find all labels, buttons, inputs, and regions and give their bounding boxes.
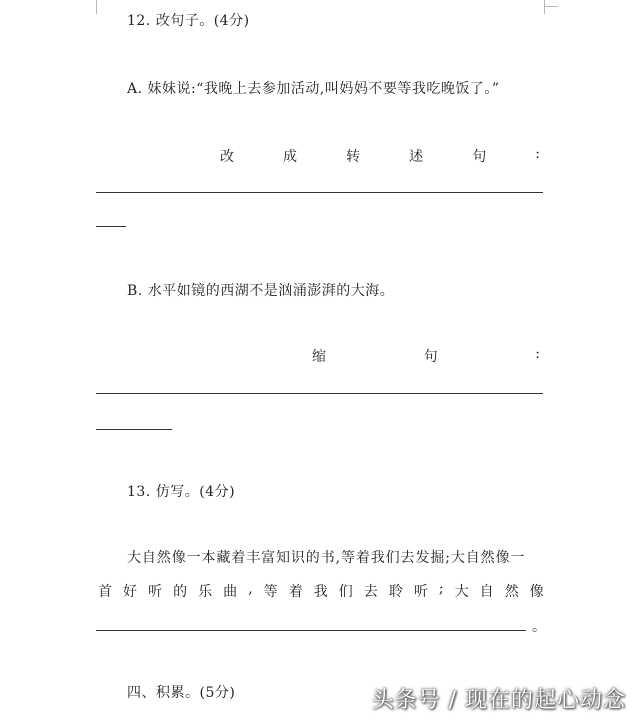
prompt-char: 述 — [409, 149, 424, 165]
line-char: , — [248, 581, 253, 597]
line-char: 曲 — [223, 584, 238, 600]
q12-a-prompt — [220, 146, 540, 166]
crop-mark-right-h — [544, 6, 558, 7]
q12-title: 12. 改句子。(4分) — [127, 13, 250, 29]
line-char: 去 — [363, 584, 378, 600]
line-char: 等 — [263, 584, 278, 600]
prompt-char: 缩 — [312, 349, 326, 365]
q13-line1: 大自然像一本藏着丰富知识的书,等着我们去发掘;大自然像一 — [127, 550, 526, 566]
q13-line3-end: 。 — [532, 619, 547, 635]
answer-line[interactable] — [96, 192, 543, 193]
line-char: 像 — [529, 584, 544, 600]
line-char: 乐 — [198, 584, 213, 600]
prompt-char: : — [535, 146, 540, 162]
crop-mark-right — [544, 0, 545, 14]
q12-b-sentence: B. 水平如镜的西湖不是汹涌澎湃的大海。 — [127, 283, 395, 299]
prompt-char: : — [535, 346, 540, 362]
line-char: 大 — [454, 584, 469, 600]
line-char: 我 — [313, 584, 328, 600]
q13-line2 — [98, 581, 544, 601]
answer-line[interactable] — [96, 393, 543, 394]
line-char: 聆 — [388, 584, 403, 600]
q13-title: 13. 仿写。(4分) — [127, 484, 236, 500]
prompt-char: 转 — [346, 149, 361, 165]
answer-line[interactable] — [96, 630, 526, 631]
q4-title: 四、积累。(5分) — [127, 685, 236, 701]
line-char: 然 — [504, 584, 519, 600]
prompt-char: 句 — [423, 349, 438, 365]
q12-b-prompt — [312, 346, 540, 366]
prompt-char: 句 — [472, 149, 487, 165]
answer-line-continued[interactable] — [96, 226, 126, 227]
line-char: 听 — [148, 584, 163, 600]
line-char: 听 — [413, 584, 428, 600]
line-char: 的 — [173, 584, 188, 600]
line-char: 们 — [338, 584, 353, 600]
line-char: 着 — [288, 584, 303, 600]
prompt-char: 改 — [220, 149, 234, 165]
crop-mark-left — [96, 0, 97, 14]
line-char: 自 — [479, 584, 494, 600]
line-char: ; — [438, 581, 444, 597]
q12-a-sentence: A. 妹妹说:“我晚上去参加活动,叫妈妈不要等我吃晚饭了。” — [127, 81, 500, 97]
watermark: 头条号 / 现在的起心动念 — [371, 688, 626, 713]
line-char: 好 — [123, 584, 138, 600]
answer-line-continued[interactable] — [96, 429, 172, 430]
line-char: 首 — [98, 584, 112, 600]
prompt-char: 成 — [283, 149, 298, 165]
